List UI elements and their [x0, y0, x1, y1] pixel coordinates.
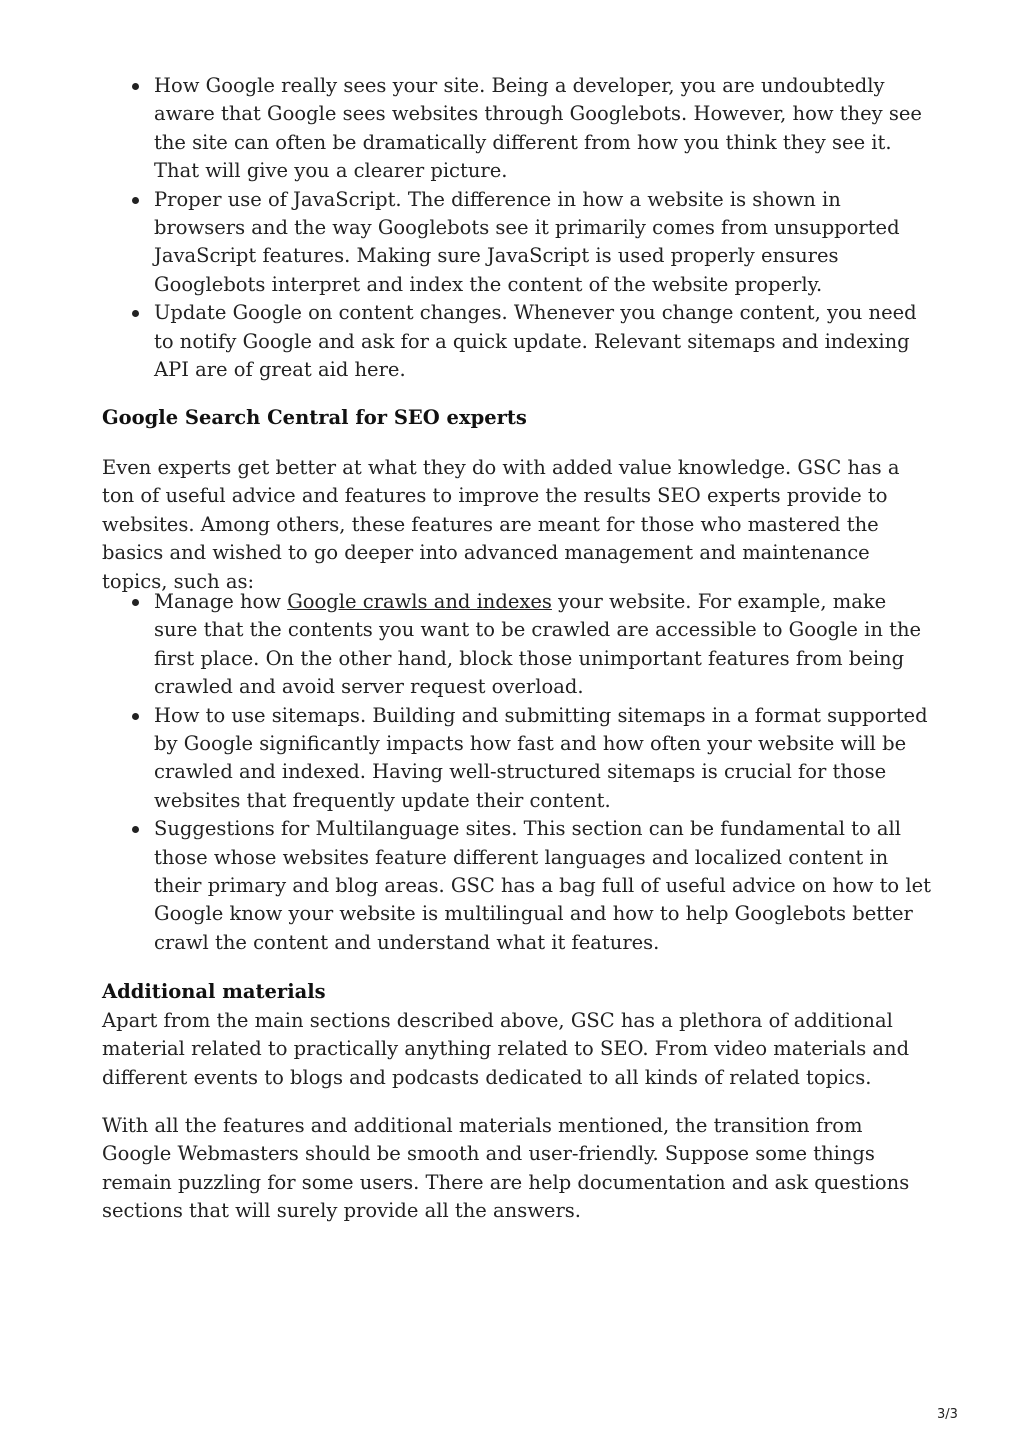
list-item-text-before-link: Manage how	[154, 590, 288, 613]
list-item-text: Suggestions for Multilanguage sites. This section can be fundamental to all those whose websites feature different languages and localized content in their primary and blog areas. GSC has a bag full of useful advice on how to let Google know your website is multilingual and how to help Googlebots better crawl the content and understand what it features.	[154, 817, 931, 954]
bullet-icon	[132, 83, 139, 90]
list-item-text	[154, 590, 921, 698]
list-item	[102, 702, 932, 816]
page-number: 3/3	[937, 1407, 958, 1422]
bullet-icon	[132, 197, 139, 204]
list-item	[102, 299, 932, 384]
list-item-text: How to use sitemaps. Building and submitting sitemaps in a format supported by Google significantly impacts how fast and how often your website will be crawled and indexed. Having well-structured sitemaps is crucial for those websites that frequently update their content.	[154, 703, 928, 812]
list-item	[102, 72, 932, 186]
additional-materials-paragraph: Apart from the main sections described above, GSC has a plethora of additional material related to practically anything related to SEO. From video materials and different events to blogs and podcasts dedicated to all kinds of related topics.	[102, 1009, 910, 1089]
list-item-text: Update Google on content changes. Whenever you change content, you need to notify Google and ask for a quick update. Relevant sitemaps and indexing API are of great aid here.	[154, 301, 917, 382]
closing-paragraph: With all the features and additional materials mentioned, the transition from Google Webmasters should be smooth and user-friendly. Suppose some things remain puzzling for some users. There are help documentation and ask questions sections that will surely provide all the answers.	[102, 1114, 910, 1223]
developer-tips-list	[102, 72, 932, 384]
google-crawls-and-indexes-link[interactable]: Google crawls and indexes	[287, 590, 552, 613]
bullet-icon	[132, 713, 139, 720]
list-item-text: Proper use of JavaScript. The difference in how a website is shown in browsers and the way Googlebots see it primarily comes from unsupported JavaScript features. Making sure JavaScript is used properly ensures Googlebots interpret and index the content of the website properly.	[154, 187, 900, 296]
list-item-text-after-link: your website. For example, make sure that the contents you want to be crawled are accessible to Google in the first place. On the other hand, block those unimportant features from being crawled and avoid server request overload.	[154, 590, 922, 699]
seo-topics-list	[102, 588, 932, 957]
list-item	[102, 588, 932, 702]
bullet-icon	[132, 310, 139, 317]
bullet-icon	[132, 826, 139, 833]
seo-experts-paragraph: Even experts get better at what they do with added value knowledge. GSC has a ton of useful advice and features to improve the results SEO experts provide to websites. Among others, these features are meant for those who mastered the basics and wished to go deeper into advanced management and maintenance topics, such as:	[102, 456, 900, 593]
list-item	[102, 815, 932, 957]
list-item	[102, 186, 932, 300]
bullet-icon	[132, 599, 139, 606]
section-heading-seo-experts: Google Search Central for SEO experts	[102, 406, 527, 429]
section-heading-additional-materials: Additional materials	[102, 980, 326, 1003]
list-item-text: How Google really sees your site. Being a developer, you are undoubtedly aware that Google sees websites through Googlebots. However, how they see the site can often be dramatically different from how you think they see it. That will give you a clearer picture.	[154, 74, 922, 183]
